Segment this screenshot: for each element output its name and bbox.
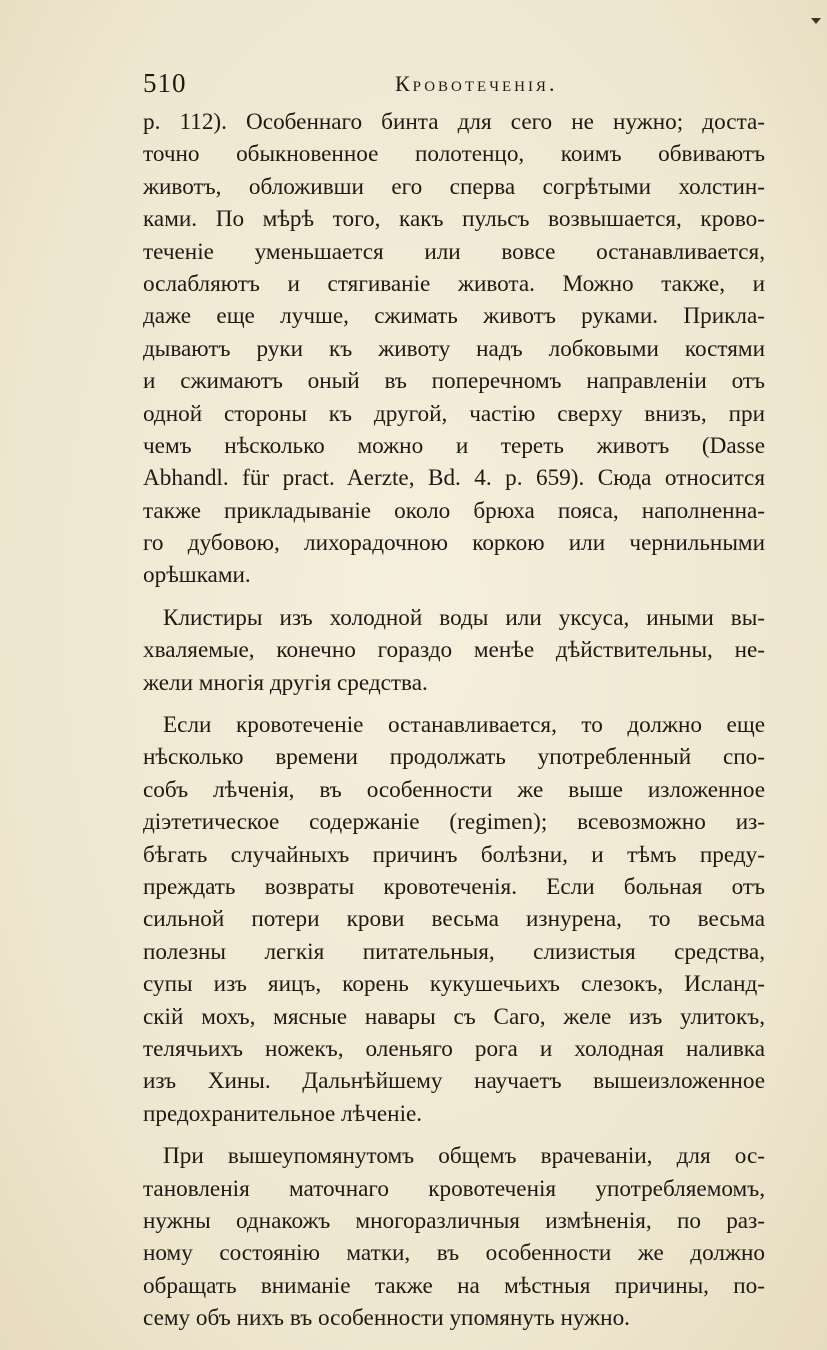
text-line: собъ лѣченія, въ особенности же выше изложенное [143,776,765,803]
text-line: Если кровотеченіе останавливается, то должно еще [163,712,765,739]
paragraph [143,1140,765,1334]
text-line: ному состоянію матки, въ особенности же должно [143,1240,765,1267]
text-line: точно обыкновенное полотенцо, коимъ обвиваютъ [143,141,765,168]
text-line: орѣшками. [143,562,251,589]
text-line: изъ Хины. Дальнѣйшему научаетъ вышеизложенное [143,1068,765,1095]
text-line: также прикладываніе около брюха пояса, наполненна- [143,497,765,524]
text-line: полезны легкія питательныя, слизистыя средства, [143,938,765,965]
text-line: сему объ нихъ въ особенности упомянуть нужно. [143,1305,630,1332]
text-line: животъ, обложивши его сперва согрѣтыми холстин- [143,173,765,200]
text-line: діэтетическое содержаніе (regimen); всевозможно из- [143,809,765,836]
page-number: 510 [143,68,187,98]
text-line: ослабляютъ и стягиваніе живота. Можно также, и [143,270,765,297]
text-line: хваляемые, конечно гораздо менѣе дѣйствительны, не- [143,637,765,664]
text-line: преждать возвраты кровотеченія. Если больная отъ [143,873,765,900]
text-line: дываютъ руки къ животу надъ лобковыми костями [143,335,765,362]
text-line: нужны однакожъ многоразличныя измѣненія, по раз- [143,1207,765,1234]
text-line: жели многія другія средства. [143,669,428,696]
paragraph [143,106,765,592]
text-line: чемъ нѣсколько можно и тереть животъ (Dasse [143,432,765,459]
text-line: супы изъ яицъ, корень кукушечьихъ слезокъ, Исланд- [143,971,765,998]
text-line: сильной потери крови весьма изнурена, то весьма [143,906,765,933]
text-line: тановленія маточнаго кровотеченія употребляемомъ, [143,1175,765,1202]
text-line: теченіе уменьшается или вовсе останавливается, [143,238,765,265]
text-line: го дубовою, лихорадочною коркою или чернильными [143,530,765,557]
text-line: Клистиры изъ холодной воды или уксуса, иными вы- [163,604,765,631]
text-line: бѣгать случайныхъ причинъ болѣзни, и тѣмъ преду- [143,841,765,868]
paragraph [143,709,765,1130]
text-line: При вышеупомянутомъ общемъ врачеваніи, для ос- [163,1143,765,1170]
text-line: одной стороны къ другой, частію сверху внизъ, при [143,400,765,427]
text-line: телячьихъ ножекъ, оленьяго рога и холодная наливка [143,1035,765,1062]
text-line: обращать вниманіе также на мѣстныя причины, по- [143,1272,765,1299]
text-line: скій мохъ, мясные навары съ Саго, желе изъ улитокъ, [143,1003,765,1030]
text-line: нѣсколько времени продолжать употребленный спо- [143,744,765,771]
text-line: ками. По мѣрѣ того, какъ пульсъ возвышается, крово- [143,206,765,233]
page-header [143,68,763,104]
text-line: предохранительное лѣченіе. [143,1100,423,1127]
page-body [143,106,765,1344]
text-line: и сжимаютъ оный въ поперечномъ направленіи отъ [143,368,765,395]
text-line: Abhandl. für pract. Aerzte, Bd. 4. р. 659). Сюда относится [143,465,765,492]
corner-mark-icon [811,18,821,24]
text-line: р. 112). Особеннаго бинта для сего не нужно; доста- [143,109,765,135]
text-line: даже еще лучше, сжимать животъ руками. Прикла- [143,303,765,330]
paragraph [143,602,765,699]
running-title: Кровотеченія. [395,71,558,96]
